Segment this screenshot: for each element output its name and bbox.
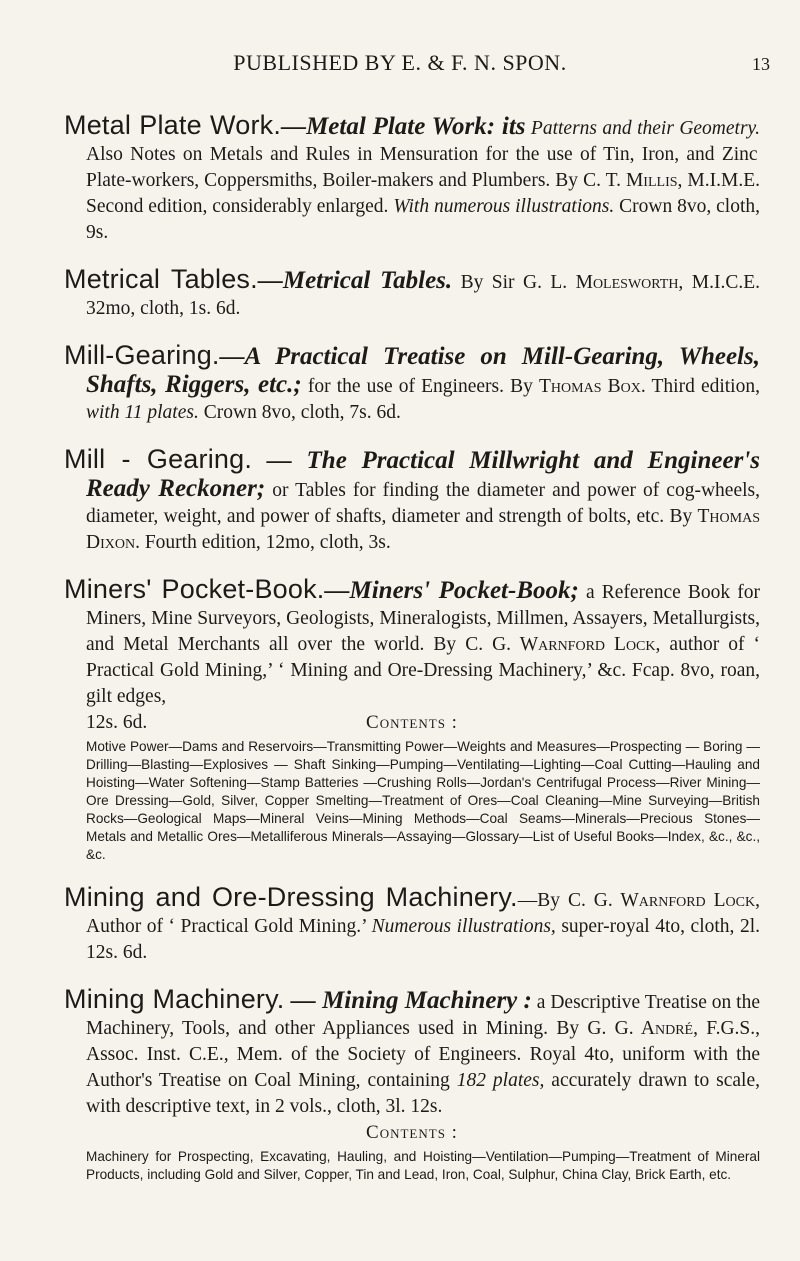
entry-format: author of ‘ Practical Gold Mining,’ ‘ Mining and Ore-Dressing Machinery,’ &c. Fcap. 8vo, roan, gilt edges,	[86, 634, 761, 707]
entry-edition: Author of ‘ Practical Gold Mining.’	[86, 916, 372, 937]
entry-text	[64, 986, 760, 1120]
entry-subtitle: Patterns and their Geometry.	[530, 118, 761, 139]
entry-author: C. G. Warnford Lock,	[465, 634, 661, 655]
contents-label: Contents :	[366, 1122, 458, 1143]
entry-text	[64, 266, 760, 322]
entry-text	[64, 884, 760, 966]
entry-text	[64, 446, 760, 556]
entry-note: Numerous illustrations,	[371, 916, 556, 937]
entry-text	[64, 112, 760, 246]
entry-metrical-tables	[64, 266, 760, 322]
entry-heading: Metal Plate Work.	[64, 110, 282, 140]
entry-description: a Descriptive Treatise on the Machinery, Tools, and other Appliances used in Mining. By	[86, 992, 760, 1039]
entry-metal-plate-work	[64, 112, 760, 246]
entry-price: 12s. 6d.	[86, 712, 148, 733]
entry-author: Molesworth, M.I.C.E.	[575, 272, 760, 293]
entry-mining-ore-dressing	[64, 884, 760, 966]
entry-format-price: Crown 8vo, cloth, 9s.	[86, 196, 760, 243]
entry-mill-gearing-dixon	[64, 446, 760, 556]
entry-text	[64, 576, 760, 710]
contents-list: Motive Power—Dams and Reservoirs—Transmitting Power—Weights and Measures—Prospecting — Boring — Drilling—Blasting—Explosives — Shaft Sinking—Pumping—Ventilating—Lighting—Coal Cutting—Hauling and Hoisting—Water Softening—Stamp Batteries —Crushing Rolls—Jordan's Centrifugal Process—River Mining—Ore Dressing—Gold, Silver, Copper Smelting—Treatment of Ores—Coal Cleaning—Mine Surveying—British Rocks—Geological Maps—Mineral Veins—Mining Methods—Coal Seams—Minerals—Precious Stones—Metals and Metallic Ores—Metalliferous Minerals—Assaying—Glossary—List of Useful Books—Index, &c., &c., &c.	[86, 739, 760, 862]
running-head	[0, 46, 800, 76]
contents-block	[64, 712, 760, 864]
entry-heading: Mill - Gearing.	[64, 444, 253, 474]
entry-note: 182 plates,	[456, 1070, 545, 1091]
contents-list: Machinery for Prospecting, Excavating, Hauling, and Hoisting—Ventilation—Pumping—Treatment of Mineral Products, including Gold and Silver, Copper, Tin and Lead, Iron, Coal, Sulphur, China Clay, Brick Earth, etc.	[86, 1149, 760, 1182]
entry-heading: Metrical Tables.	[64, 264, 258, 294]
entry-title: — The Practical Millwright and Engineer's Ready Reckoner;	[86, 447, 760, 502]
entry-note: With numerous illustrations.	[393, 196, 615, 217]
running-title: PUBLISHED BY E. & F. N. SPON.	[233, 50, 567, 75]
entry-title: —Metrical Tables.	[257, 267, 453, 294]
entry-title: —A Practical Treatise on Mill-Gearing, Wheels, Shafts, Riggers, etc.;	[86, 343, 760, 398]
entry-mining-machinery	[64, 986, 760, 1184]
entry-format-price: accurately drawn to scale, with descriptive text, in 2 vols., cloth, 3l. 12s.	[86, 1070, 760, 1117]
entry-description: By Sir G. L.	[452, 272, 576, 293]
entry-heading: Mining and Ore-Dressing Machinery.	[64, 882, 518, 912]
entry-description: or Tables for finding the diameter and power of cog-wheels, diameter, weight, and power of shafts, diameter and strength of bolts, etc. By	[86, 480, 760, 527]
entry-text	[64, 342, 760, 426]
entry-author: G. G. André,	[587, 1018, 698, 1039]
entry-note: with 11 plates.	[86, 402, 199, 423]
contents-label: Contents :	[366, 712, 458, 733]
entry-heading: Mining Machinery.	[64, 984, 285, 1014]
entry-format-price: super-royal 4to, cloth, 2l. 12s. 6d.	[86, 916, 760, 963]
entry-format-price: 32mo, cloth, 1s. 6d.	[86, 298, 241, 319]
entry-format-price: Fourth edition, 12mo, cloth, 3s.	[139, 532, 391, 553]
entry-author: C. T. Millis, M.I.M.E.	[583, 170, 760, 191]
entry-author: C. G. Warnford Lock,	[567, 890, 760, 911]
entry-edition: F.G.S., Assoc. Inst. C.E., Mem. of the Society of Engineers. Royal 4to, uniform with the Author's Treatise on Coal Mining, containing	[86, 1018, 761, 1091]
entry-mill-gearing-box	[64, 342, 760, 426]
entry-format-price: Crown 8vo, cloth, 7s. 6d.	[198, 402, 401, 423]
entry-edition: Second edition, considerably enlarged.	[86, 196, 394, 217]
catalogue-entries	[64, 112, 760, 1204]
entry-description: a Reference Book for Miners, Mine Surveyors, Geologists, Mineralogists, Millmen, Assayers, Metallurgists, and Metal Merchants all over the world. By	[86, 582, 760, 655]
entry-miners-pocket-book	[64, 576, 760, 864]
entry-edition: Third edition,	[645, 376, 760, 397]
entry-heading: Miners' Pocket-Book.	[64, 574, 325, 604]
entry-title: —Metal Plate Work: its	[281, 113, 526, 140]
entry-heading: Mill-Gearing.	[64, 340, 220, 370]
entry-author: Thomas Dixon.	[86, 506, 760, 553]
page-number: 13	[752, 54, 770, 74]
entry-description: Also Notes on Metals and Rules in Mensuration for the use of Tin, Iron, and Zinc Plate-workers, Coppersmiths, Boiler-makers and Plumbers. By	[86, 144, 758, 191]
entry-author: Thomas Box.	[539, 376, 646, 397]
entry-description: for the use of Engineers. By	[301, 376, 539, 397]
entry-description: —By	[517, 890, 568, 911]
entry-title: —Miners' Pocket-Book;	[324, 577, 579, 604]
entry-title: — Mining Machinery :	[284, 987, 532, 1014]
